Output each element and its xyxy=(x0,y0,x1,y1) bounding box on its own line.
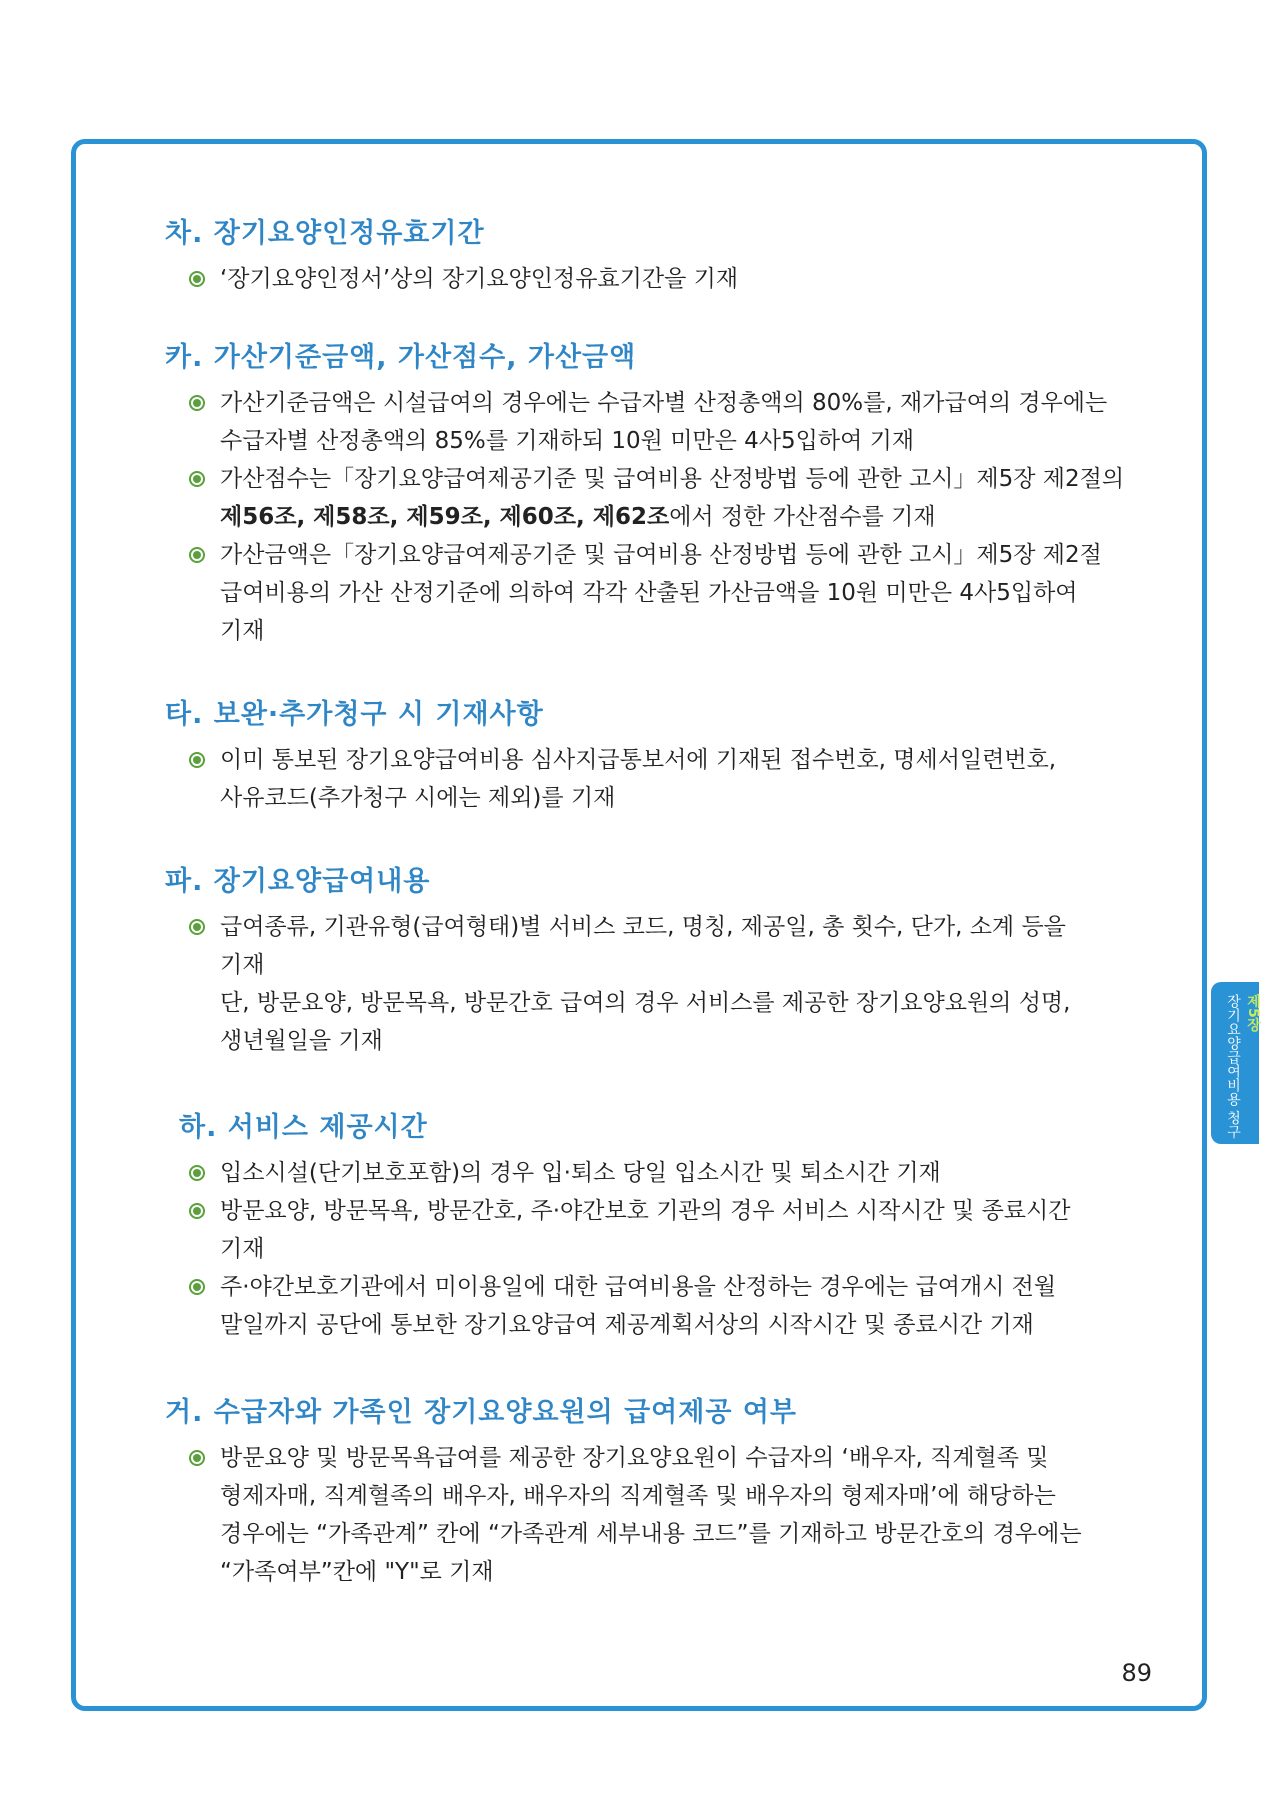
section-validity-period xyxy=(165,214,1155,298)
item-line: 급여종류, 기관유형(급여형태)별 서비스 코드, 명칭, 제공일, 총 횟수, 단가, 소계 등을 xyxy=(220,914,1066,940)
list-item xyxy=(165,1192,1155,1268)
bullet-icon xyxy=(189,752,205,768)
list-item xyxy=(165,741,1155,817)
item-line: 급여비용의 가산 산정기준에 의하여 각각 산출된 가산금액을 10원 미만은 4사5입하여 xyxy=(220,580,1078,606)
item-line: 경우에는 “가족관계” 칸에 “가족관계 세부내용 코드”를 기재하고 방문간호의 경우에는 xyxy=(220,1521,1082,1547)
list-item xyxy=(165,908,1155,1060)
page-number: 89 xyxy=(1121,1659,1152,1687)
bullet-icon xyxy=(189,471,205,487)
item-line: 기재 xyxy=(220,618,265,644)
article-references: 제56조, 제58조, 제59조, 제60조, 제62조 xyxy=(220,504,670,530)
list-item xyxy=(165,260,1155,298)
item-line: 말일까지 공단에 통보한 장기요양급여 제공계획서상의 시작시간 및 종료시간 기재 xyxy=(220,1312,1034,1338)
list-item xyxy=(165,1439,1155,1591)
section-heading: 파. 장기요양급여내용 xyxy=(165,866,431,897)
list-item xyxy=(165,1154,1155,1192)
section-supplementary-claim xyxy=(165,695,1155,817)
side-tab-text xyxy=(1223,994,1263,1138)
section-heading: 차. 장기요양인정유효기간 xyxy=(165,218,485,249)
bullet-icon xyxy=(189,1165,205,1181)
item-line: 형제자매, 직계혈족의 배우자, 배우자의 직계혈족 및 배우자의 형제자매’에 해당하는 xyxy=(220,1483,1056,1509)
item-line: 입소시설(단기보호포함)의 경우 입·퇴소 당일 입소시간 및 퇴소시간 기재 xyxy=(220,1160,941,1186)
item-line: 주·야간보호기관에서 미이용일에 대한 급여비용을 산정하는 경우에는 급여개시 전월 xyxy=(220,1274,1057,1300)
section-heading: 거. 수급자와 가족인 장기요양요원의 급여제공 여부 xyxy=(165,1397,797,1428)
list-item xyxy=(165,384,1155,460)
section-heading: 카. 가산기준금액, 가산점수, 가산금액 xyxy=(165,342,637,373)
bullet-icon xyxy=(189,395,205,411)
item-line: 단, 방문요양, 방문목욕, 방문간호 급여의 경우 서비스를 제공한 장기요양요원의 성명, xyxy=(220,990,1071,1016)
list-item xyxy=(165,536,1155,650)
item-line: 수급자별 산정총액의 85%를 기재하되 10원 미만은 4사5입하여 기재 xyxy=(220,428,915,454)
section-service-time xyxy=(165,1108,1155,1344)
item-line: 가산기준금액은 시설급여의 경우에는 수급자별 산정총액의 80%를, 재가급여의 경우에는 xyxy=(220,390,1108,416)
item-line-rest: 에서 정한 가산점수를 기재 xyxy=(669,504,936,530)
item-line: 방문요양 및 방문목욕급여를 제공한 장기요양요원이 수급자의 ‘배우자, 직계혈족 및 xyxy=(220,1445,1049,1471)
item-line: 기재 xyxy=(220,952,265,978)
item-line: 사유코드(추가청구 시에는 제외)를 기재 xyxy=(220,785,616,811)
list-item xyxy=(165,460,1155,536)
bullet-icon xyxy=(189,1450,205,1466)
item-line: 가산금액은「장기요양급여제공기준 및 급여비용 산정방법 등에 관한 고시」제5장 제2절 xyxy=(220,542,1102,568)
item-line: 방문요양, 방문목욕, 방문간호, 주·야간보호 기관의 경우 서비스 시작시간 및 종료시간 xyxy=(220,1198,1071,1224)
item-line: 가산점수는「장기요양급여제공기준 및 급여비용 산정방법 등에 관한 고시」제5장 제2절의 xyxy=(220,466,1125,492)
section-heading: 타. 보완·추가청구 시 기재사항 xyxy=(165,699,544,730)
list-item xyxy=(165,1268,1155,1344)
bullet-icon xyxy=(189,547,205,563)
section-additional-amounts xyxy=(165,338,1155,650)
bullet-icon xyxy=(189,919,205,935)
bullet-icon xyxy=(189,1279,205,1295)
item-line: 생년월일을 기재 xyxy=(220,1028,383,1054)
chapter-side-tab xyxy=(1211,982,1259,1144)
side-tab-title: 장기요양급여비용 청구 xyxy=(1225,994,1241,1139)
side-tab-chapter: 제5장 xyxy=(1245,994,1261,1032)
item-line: “가족여부”칸에 "Y"로 기재 xyxy=(220,1559,494,1585)
section-family-caregiver xyxy=(165,1393,1155,1591)
bullet-icon xyxy=(189,1203,205,1219)
item-line: 이미 통보된 장기요양급여비용 심사지급통보서에 기재된 접수번호, 명세서일련번호, xyxy=(220,747,1057,773)
item-line: ‘장기요양인정서’상의 장기요양인정유효기간을 기재 xyxy=(220,266,739,292)
item-line-mixed xyxy=(220,498,1155,536)
item-line: 기재 xyxy=(220,1236,265,1262)
section-benefit-details xyxy=(165,862,1155,1060)
bullet-icon xyxy=(189,271,205,287)
section-heading: 하. 서비스 제공시간 xyxy=(179,1112,428,1143)
